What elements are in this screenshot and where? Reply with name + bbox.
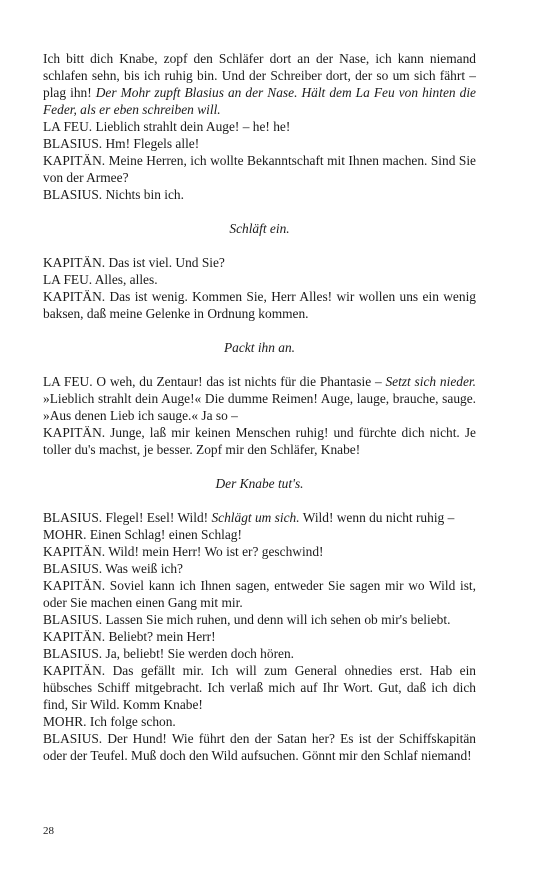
dialogue-paragraph [43,424,476,458]
text-segment: BLASIUS. Ja, beliebt! Sie werden doch hören. [43,646,295,661]
dialogue-paragraph [43,135,476,152]
stage-direction [43,475,476,492]
text-segment: MOHR. Ich folge schon. [43,714,176,729]
stage-direction [43,339,476,356]
text-segment: Wild! wenn du nicht ruhig – [299,510,455,525]
dialogue-paragraph [43,271,476,288]
text-segment: »Lieblich strahlt dein Auge!« Die dumme Reimen! Auge, lauge, brauche, sauge. »Aus denen Lieb ich sauge.« Ja so – [43,391,476,423]
page-body [43,50,476,764]
dialogue-paragraph [43,730,476,764]
dialogue-paragraph [43,373,476,424]
text-segment: LA FEU. O weh, du Zentaur! das ist nichts für die Phantasie – [43,374,386,389]
text-segment: KAPITÄN. Beliebt? mein Herr! [43,629,216,644]
dialogue-paragraph [43,645,476,662]
text-segment: BLASIUS. Flegel! Esel! Wild! [43,510,212,525]
dialogue-paragraph [43,118,476,135]
stage-direction [43,220,476,237]
dialogue-paragraph [43,50,476,118]
dialogue-paragraph [43,254,476,271]
text-segment: BLASIUS. Was weiß ich? [43,561,184,576]
dialogue-paragraph [43,526,476,543]
dialogue-paragraph [43,662,476,713]
dialogue-paragraph [43,509,476,526]
dialogue-paragraph [43,611,476,628]
italic-text: Der Knabe tut's. [215,476,304,491]
text-segment: BLASIUS. Hm! Flegels alle! [43,136,200,151]
page-number: 28 [43,825,54,837]
text-segment: KAPITÄN. Soviel kann ich Ihnen sagen, entweder Sie sagen mir wo Wild ist, oder Sie machen einen Gang mit mir. [43,578,476,610]
text-segment: BLASIUS. Nichts bin ich. [43,187,184,202]
text-segment: KAPITÄN. Meine Herren, ich wollte Bekanntschaft mit Ihnen machen. Sind Sie von der Armee? [43,153,476,185]
dialogue-paragraph [43,628,476,645]
text-segment: KAPITÄN. Das ist viel. Und Sie? [43,255,225,270]
italic-text: Schläft ein. [229,221,290,236]
text-segment: KAPITÄN. Junge, laß mir keinen Menschen ruhig! und fürchte dich nicht. Je toller du's machst, je besser. Zopf mir den Schläfer, Knabe! [43,425,476,457]
dialogue-paragraph [43,186,476,203]
italic-text: Schlägt um sich. [211,510,300,525]
dialogue-paragraph [43,543,476,560]
italic-text: Der Mohr zupft Blasius an der Nase. Hält dem La Feu von hinten die Feder, als er eben schreiben will. [43,85,476,117]
text-segment: BLASIUS. Der Hund! Wie führt den der Satan her? Es ist der Schiffskapitän oder der Teufel. Muß doch den Wild aufsuchen. Gönnt mir den Schlaf niemand! [43,731,476,763]
italic-text: Setzt sich nieder. [385,374,476,389]
dialogue-paragraph [43,577,476,611]
italic-text: Packt ihn an. [223,340,296,355]
dialogue-paragraph [43,288,476,322]
text-segment: MOHR. Einen Schlag! einen Schlag! [43,527,242,542]
dialogue-paragraph [43,152,476,186]
text-segment: KAPITÄN. Das ist wenig. Kommen Sie, Herr Alles! wir wollen uns ein wenig baksen, daß meine Gelenke in Ordnung kommen. [43,289,476,321]
text-segment: LA FEU. Alles, alles. [43,272,158,287]
text-segment: LA FEU. Lieblich strahlt dein Auge! – he! he! [43,119,291,134]
text-segment: KAPITÄN. Wild! mein Herr! Wo ist er? geschwind! [43,544,324,559]
text-segment: KAPITÄN. Das gefällt mir. Ich will zum General ohnedies erst. Hab ein hübsches Schiff mitgebracht. Ich verlaß mich auf Ihr Wort. Gut, daß ich dich find, Sir Wild. Komm Knabe! [43,663,476,712]
dialogue-paragraph [43,713,476,730]
text-segment: Ich bitt dich Knabe, zopf den Schläfer dort an der Nase, ich kann niemand schlafen sehn, bis ich ruhig bin. Und der Schreiber dort, der so um sich fährt – plag ihn! [43,51,476,100]
dialogue-paragraph [43,560,476,577]
text-segment: BLASIUS. Lassen Sie mich ruhen, und denn will ich sehen ob mir's beliebt. [43,612,451,627]
